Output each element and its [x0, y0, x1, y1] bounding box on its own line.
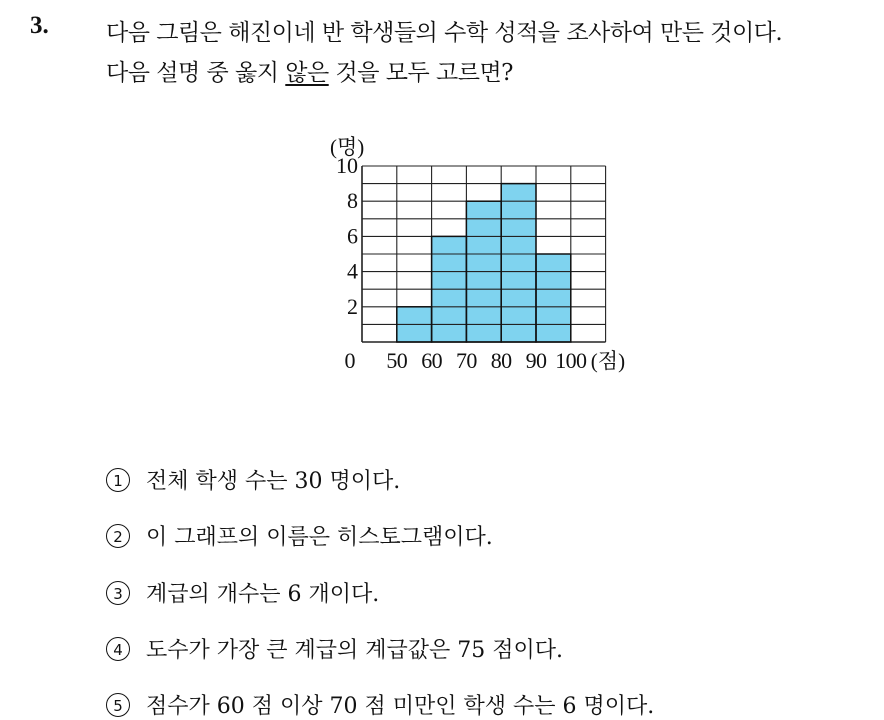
histogram-chart: [320, 112, 660, 382]
histogram-svg: [320, 112, 660, 382]
choice-text: 전체 학생 수는 30 명이다.: [146, 469, 401, 494]
choice-text: 이 그래프의 이름은 히스토그램이다.: [146, 525, 493, 550]
choice-1[interactable]: [106, 464, 400, 495]
choice-number-icon: 5: [106, 693, 130, 717]
choice-text: 계급의 개수는 6 개이다.: [146, 582, 380, 607]
emphasis-underlined-word: 않은: [285, 60, 329, 86]
bars-layer: [397, 184, 571, 342]
question-text-line-2: [106, 54, 513, 87]
y-tick-label: 2: [347, 293, 358, 319]
question-text-part: 다음 설명 중 옳지: [106, 60, 286, 86]
choice-4[interactable]: [106, 633, 563, 664]
choice-3[interactable]: [106, 577, 379, 608]
y-tick-label: 8: [347, 188, 358, 214]
choice-number-icon: 3: [106, 581, 130, 605]
choice-text: 점수가 60 점 이상 70 점 미만인 학생 수는 6 명이다.: [146, 694, 655, 719]
x-tick-label: 90: [525, 348, 547, 373]
x-axis-label: (점): [590, 349, 626, 373]
x-tick-label: 60: [421, 348, 443, 373]
x-tick-label: 50: [386, 348, 408, 373]
histogram-bar: [536, 254, 571, 342]
choice-5[interactable]: [106, 689, 654, 720]
x-tick-label: 100: [555, 348, 587, 373]
histogram-bar: [501, 184, 536, 342]
question-number: 3.: [30, 12, 49, 39]
choice-number-icon: 4: [106, 637, 130, 661]
question-text-part: 것을 모두 고르면?: [328, 60, 514, 86]
question-text-line-1: 다음 그림은 해진이네 반 학생들의 수학 성적을 조사하여 만든 것이다.: [106, 20, 783, 46]
y-tick-label: 4: [347, 258, 358, 284]
x-tick-label: 80: [490, 348, 512, 373]
choice-2[interactable]: [106, 520, 493, 551]
y-tick-label: 10: [336, 153, 358, 178]
choice-number-icon: 1: [106, 468, 130, 492]
y-axis-label: (명): [330, 135, 365, 159]
choice-number-icon: 2: [106, 524, 130, 548]
origin-label: 0: [344, 348, 356, 373]
x-tick-label: 70: [455, 348, 477, 373]
y-tick-label: 6: [347, 223, 358, 249]
choice-text: 도수가 가장 큰 계급의 계급값은 75 점이다.: [146, 638, 563, 663]
